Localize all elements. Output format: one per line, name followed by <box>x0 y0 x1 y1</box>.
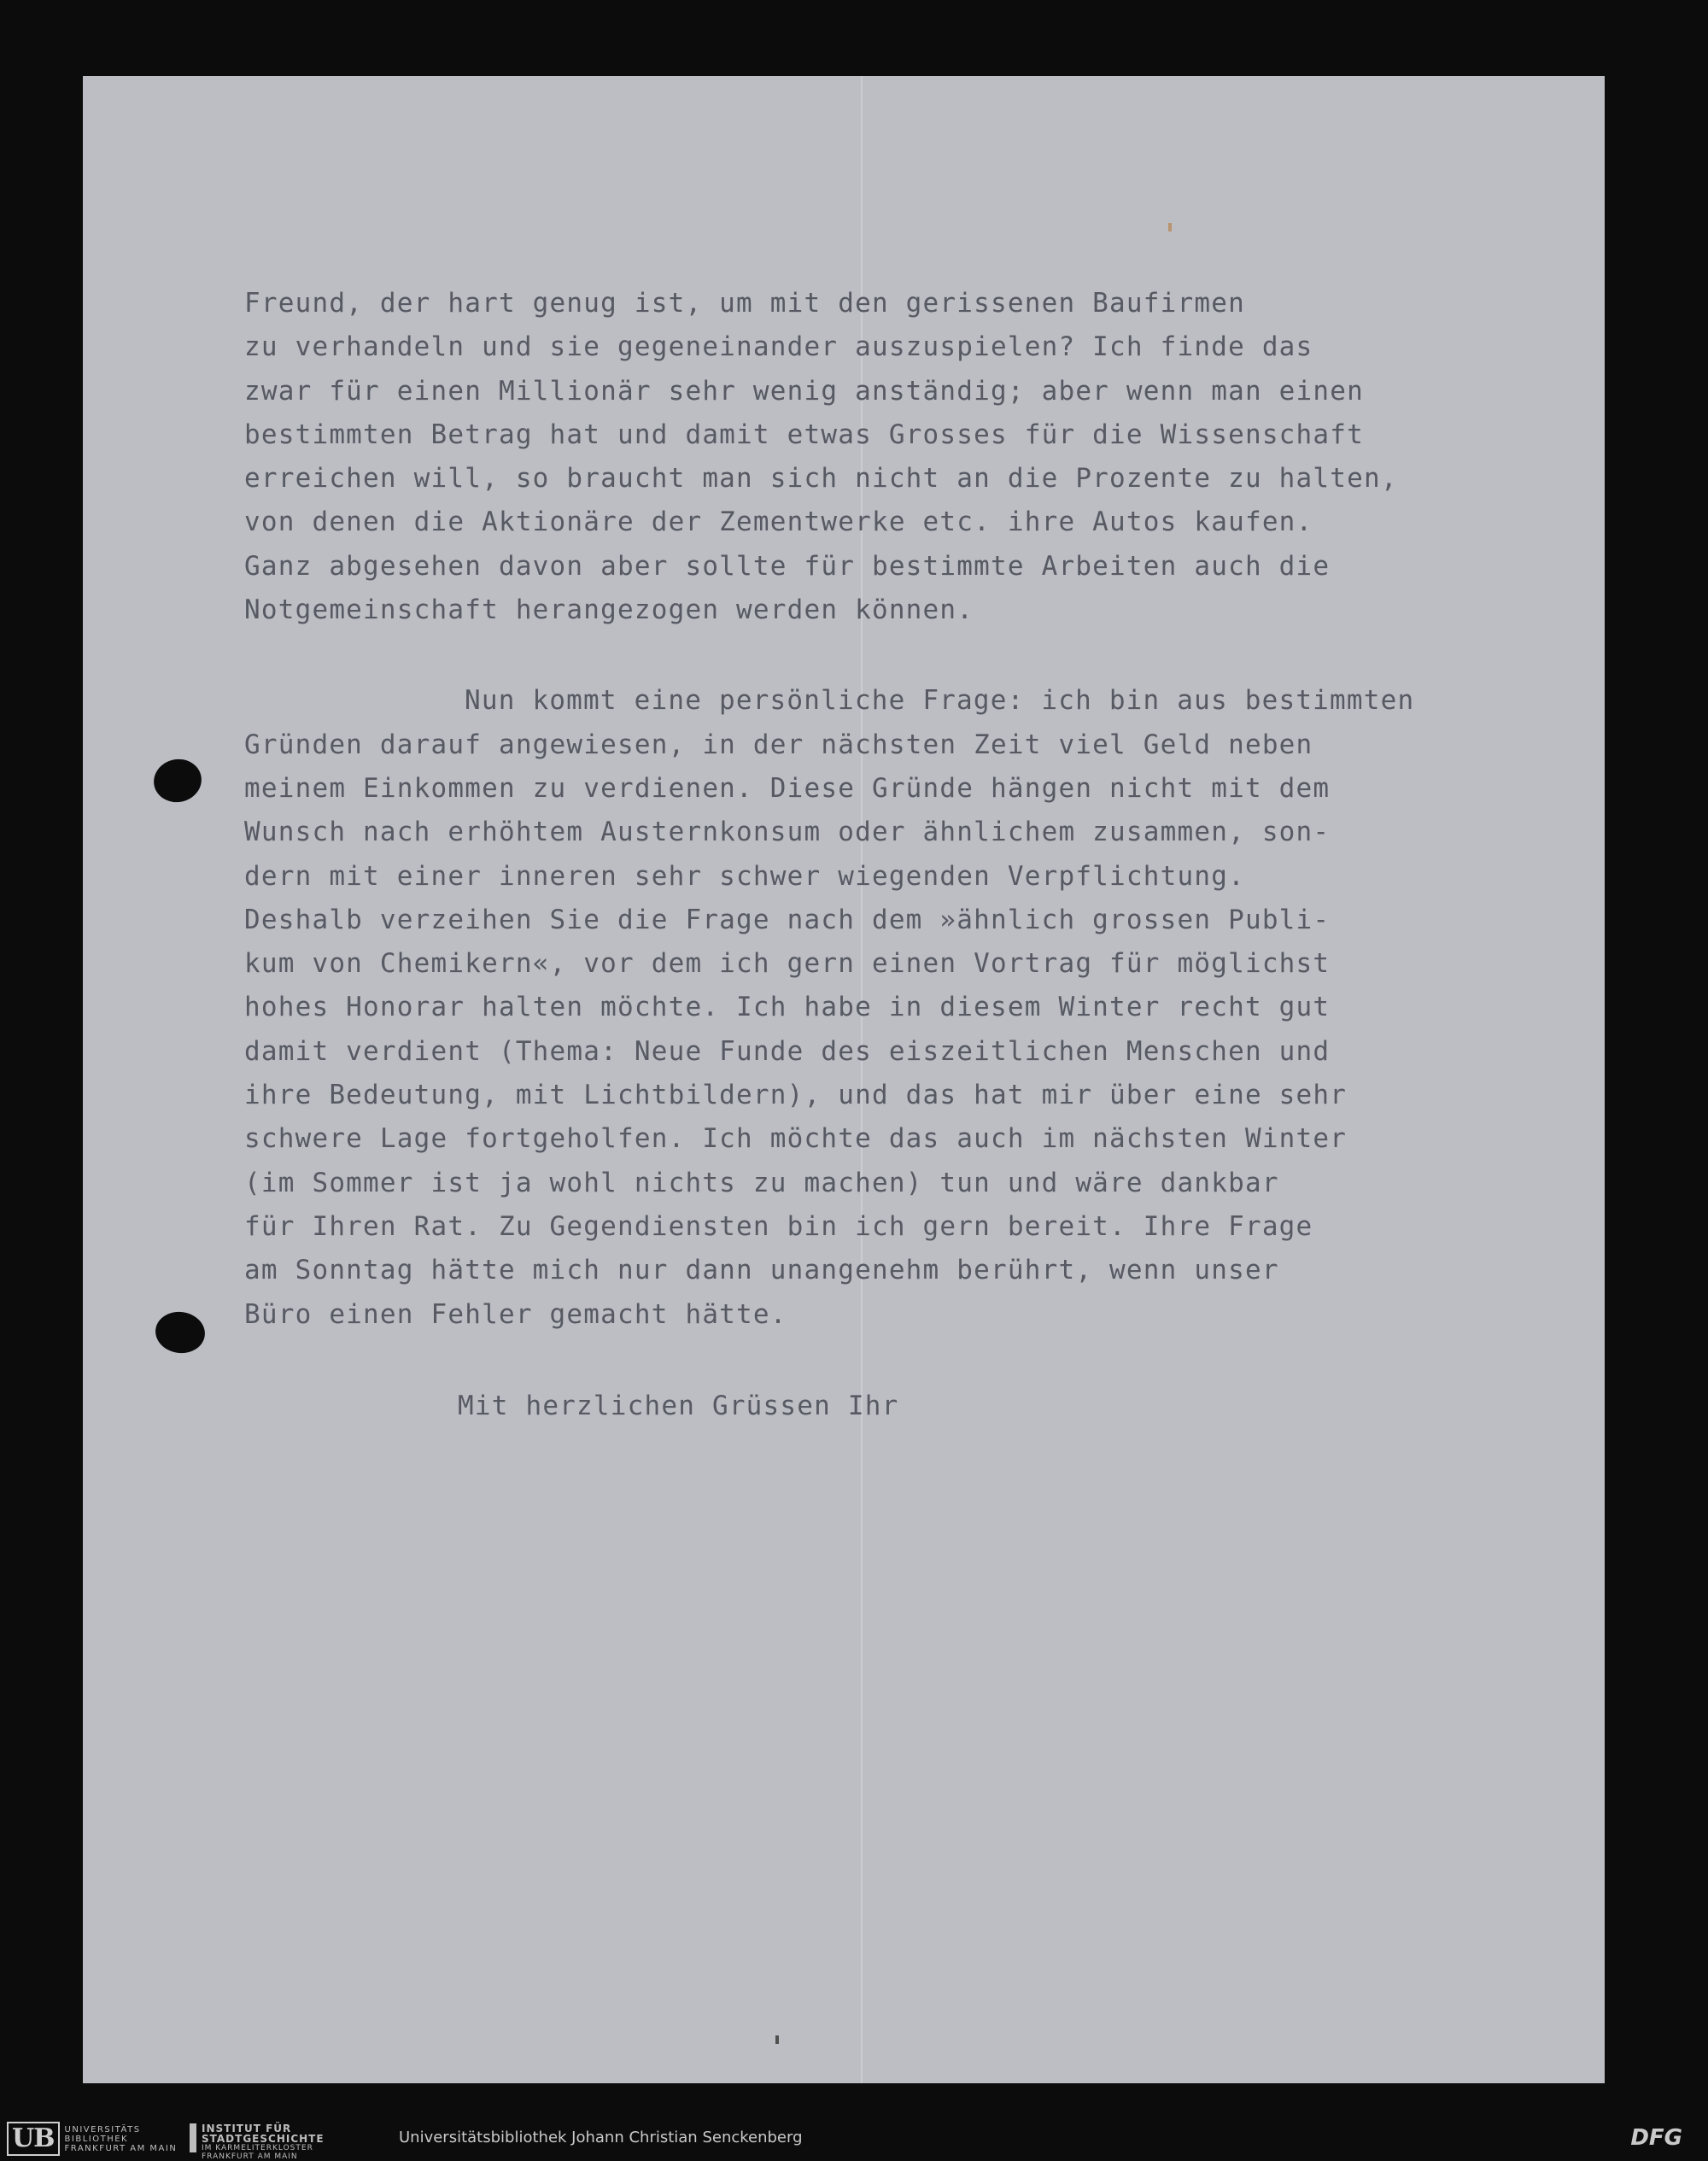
text-line: (im Sommer ist ja wohl nichts zu machen) tun und wäre dankbar <box>244 1167 1279 1198</box>
text-line: zu verhandeln und sie gegeneinander auszuspielen? Ich finde das <box>244 331 1313 363</box>
text-line: kum von Chemikern«, vor dem ich gern einen Vortrag für möglichst <box>244 948 1331 980</box>
footer-bar <box>0 2117 1708 2159</box>
ifs-logo <box>190 2123 325 2161</box>
ub-logo-text-line: UNIVERSITÄTS <box>64 2124 141 2135</box>
paragraph-2 <box>244 679 1594 1336</box>
ifs-logo-bar <box>190 2123 196 2152</box>
text-line: schwere Lage fortgeholfen. Ich möchte das auch im nächsten Winter <box>244 1123 1348 1155</box>
text-line: Wunsch nach erhöhtem Austernkonsum oder ähnlichem zusammen, son- <box>244 817 1331 848</box>
text-line: meinem Einkommen zu verdienen. Diese Gründe hängen nicht mit dem <box>244 772 1331 804</box>
ifs-logo-text-line: INSTITUT FÜR <box>202 2123 292 2135</box>
text-line: Notgemeinschaft herangezogen werden können. <box>244 594 974 626</box>
paper-mark <box>775 2035 779 2044</box>
text-line: Freund, der hart genug ist, um mit den gerissenen Baufirmen <box>244 288 1245 319</box>
text-line: dern mit einer inneren sehr schwer wiegenden Verpflichtung. <box>244 860 1245 892</box>
paragraph-1 <box>244 282 1594 632</box>
ub-logo <box>7 2122 177 2156</box>
text-line: zwar für einen Millionär sehr wenig anständig; aber wenn man einen <box>244 375 1364 407</box>
text-line: für Ihren Rat. Zu Gegendiensten bin ich gern bereit. Ihre Frage <box>244 1210 1313 1242</box>
paper-mark <box>1168 223 1172 231</box>
ifs-logo-text-line: FRANKFURT AM MAIN <box>202 2152 298 2161</box>
text-line: erreichen will, so braucht man sich nicht an die Prozente zu halten, <box>244 463 1398 495</box>
ub-logo-text <box>65 2125 178 2153</box>
closing-line: Mit herzlichen Grüssen Ihr <box>458 1390 899 1421</box>
punch-hole-lower <box>153 1309 208 1356</box>
text-line: Büro einen Fehler gemacht hätte. <box>244 1298 787 1330</box>
punch-hole-upper <box>149 755 205 807</box>
ub-logo-text-line: BIBLIOTHEK <box>64 2134 129 2144</box>
letter-body <box>244 282 1594 1428</box>
dfg-logo: DFG <box>1630 2125 1682 2151</box>
text-line: bestimmten Betrag hat und damit etwas Grosses für die Wissenschaft <box>244 419 1364 450</box>
ub-logo-text-line: FRANKFURT AM MAIN <box>64 2143 178 2153</box>
library-name: Universitätsbibliothek Johann Christian Senckenberg <box>399 2129 803 2146</box>
ifs-logo-text-line: IM KARMELITERKLOSTER <box>202 2144 313 2152</box>
text-line: Ganz abgesehen davon aber sollte für bestimmte Arbeiten auch die <box>244 550 1331 582</box>
text-line: Gründen darauf angewiesen, in der nächsten Zeit viel Geld neben <box>244 729 1313 760</box>
paragraph-gap <box>244 632 1594 679</box>
text-line: ihre Bedeutung, mit Lichtbildern), und das hat mir über eine sehr <box>244 1080 1348 1111</box>
ifs-logo-text-line: STADTGESCHICHTE <box>202 2133 325 2145</box>
text-line: Deshalb verzeihen Sie die Frage nach dem »ähnlich grossen Publi- <box>244 904 1331 935</box>
text-line: damit verdient (Thema: Neue Funde des eiszeitlichen Menschen und <box>244 1035 1331 1067</box>
ub-logo-mark: UB <box>7 2122 60 2156</box>
text-line: am Sonntag hätte mich nur dann unangenehm berührt, wenn unser <box>244 1255 1279 1286</box>
ifs-logo-text <box>202 2123 325 2161</box>
text-line: hohes Honorar halten möchte. Ich habe in diesem Winter recht gut <box>244 992 1331 1023</box>
text-line: von denen die Aktionäre der Zementwerke etc. ihre Autos kaufen. <box>244 507 1313 538</box>
text-line: Nun kommt eine persönliche Frage: ich bin aus bestimmten <box>465 685 1415 717</box>
